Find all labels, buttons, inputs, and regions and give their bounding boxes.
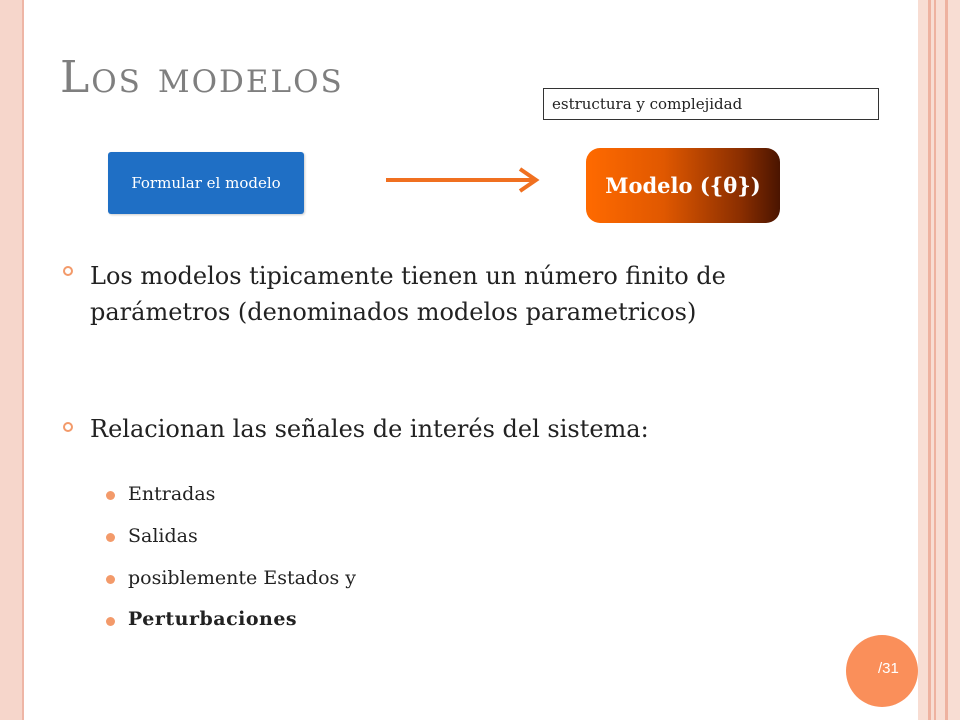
callout-box: estructura y complejidad (543, 88, 879, 120)
right-border-decoration (918, 0, 960, 720)
paragraph-signals: Relacionan las señales de interés del sistema: (90, 415, 649, 443)
title-initial: L (60, 52, 92, 103)
left-border-decoration (0, 0, 22, 720)
left-border-line (22, 0, 24, 720)
bullet-dot-icon (106, 617, 115, 626)
page-number: /31 (878, 660, 899, 677)
bullet-ring-icon (63, 266, 73, 276)
list-item: posiblemente Estados y (128, 567, 357, 589)
bullet-dot-icon (106, 575, 115, 584)
list-item: Salidas (128, 525, 198, 547)
formular-label: Formular el modelo (131, 174, 281, 192)
right-arrow-icon (384, 166, 544, 194)
bullet-dot-icon (106, 491, 115, 500)
slide-title (60, 52, 344, 103)
modelo-box (586, 148, 780, 223)
right-border-stripe (928, 0, 931, 720)
right-border-stripe (945, 0, 948, 720)
title-rest: os modelos (91, 52, 344, 103)
list-item: Entradas (128, 483, 216, 505)
bullet-dot-icon (106, 533, 115, 542)
modelo-label: Modelo ({θ}) (605, 173, 761, 198)
bullet-ring-icon (63, 422, 73, 432)
right-border-stripe (934, 0, 936, 720)
paragraph-models: Los modelos tipicamente tienen un número finito de parámetros (denominados modelos parametricos) (90, 262, 726, 326)
list-item: Perturbaciones (128, 608, 298, 630)
formular-modelo-box (108, 152, 304, 214)
